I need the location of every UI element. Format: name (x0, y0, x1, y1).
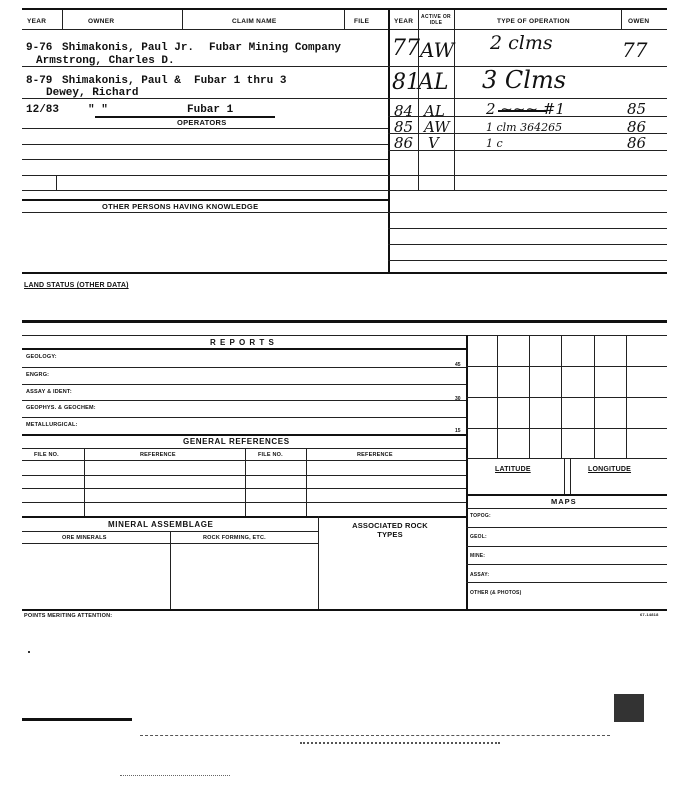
land-status-label: LAND STATUS (OTHER DATA) (24, 282, 129, 289)
activity-op-1: 2 clms (490, 32, 553, 54)
activity-op-5: 1 c (486, 137, 503, 150)
row-rule (22, 460, 466, 461)
row-rule (388, 228, 667, 229)
general-references-title-rule (22, 448, 466, 449)
scan-speck (28, 651, 30, 653)
mineral-assemblage-title: MINERAL ASSEMBLAGE (108, 520, 214, 529)
divider (621, 10, 622, 30)
owner-name-1: Shimakonis, Paul Jr. (62, 42, 195, 54)
report-geophys: GEOPHYS. & GEOCHEM: (26, 405, 96, 411)
land-status-top-rule (22, 272, 667, 274)
owner-year-1: 9-76 (26, 42, 53, 54)
points-meriting-attention-label: POINTS MERITING ATTENTION: (24, 613, 113, 619)
owner-claim-1: Fubar Mining Company (209, 42, 342, 54)
scan-streak (140, 735, 610, 736)
activity-year-5: 86 (394, 134, 414, 152)
other-persons-label: OTHER PERSONS HAVING KNOWLEDGE (102, 202, 259, 211)
activity-status-1: AW (420, 38, 455, 62)
divider (245, 448, 246, 516)
row-rule (22, 190, 388, 191)
row-rule (22, 384, 466, 385)
general-references-top-rule (22, 434, 466, 436)
report-num-45: 45 (455, 362, 461, 368)
col-year: YEAR (27, 18, 47, 25)
report-geology: GEOLOGY: (26, 354, 57, 360)
activity-year-3: 84 (394, 102, 414, 120)
longitude-label: LONGITUDE (588, 466, 632, 473)
owner-claim-3: Fubar 1 (187, 104, 234, 116)
activity-status-5: V (428, 134, 439, 152)
scribble-strike (498, 110, 546, 112)
divider (84, 448, 85, 516)
lat-long-divider (564, 458, 565, 494)
row-rule (22, 400, 466, 401)
gr-file-no-2: FILE NO. (258, 452, 283, 458)
latitude-label: LATITUDE (495, 466, 531, 473)
maps-title-rule (466, 508, 667, 509)
col-last: OWEN (628, 18, 650, 25)
report-num-30: 30 (455, 396, 461, 402)
row-rule (388, 190, 667, 191)
col-owner: OWNER (88, 18, 115, 25)
report-engrg: ENGRG: (26, 372, 50, 378)
grid-line (466, 458, 667, 459)
row-rule (22, 417, 466, 418)
ore-minerals-label: ORE MINERALS (62, 535, 107, 541)
scan-blotch (614, 694, 644, 722)
maps-mine: MINE: (470, 553, 486, 559)
right-panel-divider (466, 335, 468, 609)
row-rule (22, 66, 388, 67)
operators-bottom-rule (22, 128, 388, 129)
associated-rock-types: ASSOCIATED ROCK TYPES (352, 521, 428, 539)
maps-other: OTHER (& PHOTOS) (470, 590, 522, 596)
activity-op-3: 2 ~~~ #1 (486, 100, 565, 118)
activity-num-5: 86 (627, 134, 647, 152)
grid-line (466, 428, 667, 429)
scan-streak (300, 742, 500, 744)
reports-top-rule (22, 335, 667, 336)
row-rule (466, 527, 667, 528)
land-status-bottom-rule (22, 320, 667, 323)
row-rule (466, 546, 667, 547)
row-rule (22, 98, 388, 99)
report-metallurgical: METALLURGICAL: (26, 422, 78, 428)
row-rule (22, 144, 388, 145)
row-rule (22, 475, 466, 476)
divider (344, 10, 345, 30)
divider (306, 448, 307, 516)
activity-year-4: 85 (394, 118, 414, 136)
divider (170, 531, 171, 609)
scan-streak (120, 775, 230, 776)
report-num-15: 15 (455, 428, 461, 434)
form-number: 67-14818 (640, 612, 659, 617)
divider (318, 516, 319, 609)
other-persons-top-rule (22, 199, 388, 201)
activity-status-2: AL (418, 70, 449, 95)
activity-op-4: 1 clm 364265 (486, 121, 563, 134)
divider (56, 175, 57, 191)
scan-streak (22, 718, 132, 721)
main-vertical-divider (388, 10, 390, 272)
activity-status-4: AW (424, 118, 450, 136)
activity-status-3: AL (424, 102, 445, 120)
row-rule (22, 488, 466, 489)
row-rule (388, 260, 667, 261)
gr-reference-2: REFERENCE (357, 452, 393, 458)
activity-year-2: 81 (392, 70, 420, 95)
divider (62, 10, 63, 30)
rock-forming-label: ROCK FORMING, ETC. (203, 535, 266, 541)
owner-year-2: 8-79 (26, 75, 53, 87)
activity-year-1: 77 (392, 36, 420, 61)
activity-op-2: 3 Clms (482, 66, 567, 94)
maps-assay: ASSAY: (470, 572, 490, 578)
maps-top-rule (466, 494, 667, 496)
row-rule (388, 212, 667, 213)
divider (182, 10, 183, 30)
maps-topog: TOPOG: (470, 513, 491, 519)
row-rule (22, 502, 466, 503)
maps-title: MAPS (551, 497, 577, 506)
col-file: FILE (354, 18, 370, 25)
general-references-title: GENERAL REFERENCES (183, 437, 290, 446)
row-rule (466, 564, 667, 565)
reports-title-rule (22, 348, 466, 350)
activity-num-4: 86 (627, 118, 647, 136)
owner-year-3: 12/83 (26, 104, 60, 116)
gr-reference: REFERENCE (140, 452, 176, 458)
divider (454, 10, 455, 190)
gr-file-no: FILE NO. (34, 452, 59, 458)
owner-name-2: Shimakonis, Paul & (62, 75, 181, 87)
row-rule (22, 175, 388, 176)
row-rule (388, 244, 667, 245)
grid-line (466, 397, 667, 398)
maps-geol: GEOL: (470, 534, 487, 540)
owner-name-3: " " (88, 104, 108, 116)
report-assay: ASSAY & IDENT: (26, 389, 72, 395)
reports-title: R E P O R T S (210, 338, 275, 347)
owner-name-1b: Armstrong, Charles D. (36, 55, 175, 67)
col-year-2: YEAR (394, 18, 414, 25)
owner-name-2b: Dewey, Richard (46, 87, 139, 99)
points-top-rule (22, 609, 667, 611)
row-rule (22, 159, 388, 160)
col-active-idle: ACTIVE OR IDLE (421, 14, 451, 26)
lat-long-divider (570, 458, 571, 494)
row-rule (388, 98, 667, 99)
mineral-assemblage-top-rule (22, 516, 466, 518)
operators-label: OPERATORS (177, 118, 227, 127)
owner-claim-2: Fubar 1 thru 3 (194, 75, 287, 87)
col-type-of-operation: TYPE OF OPERATION (497, 18, 570, 25)
row-rule (22, 367, 466, 368)
activity-num-3: 85 (627, 100, 647, 118)
row-rule (388, 175, 667, 176)
row-rule (466, 582, 667, 583)
other-persons-bottom-rule (22, 212, 388, 213)
grid-line (466, 366, 667, 367)
col-claim-name: CLAIM NAME (232, 18, 277, 25)
activity-num-1: 77 (622, 38, 648, 62)
